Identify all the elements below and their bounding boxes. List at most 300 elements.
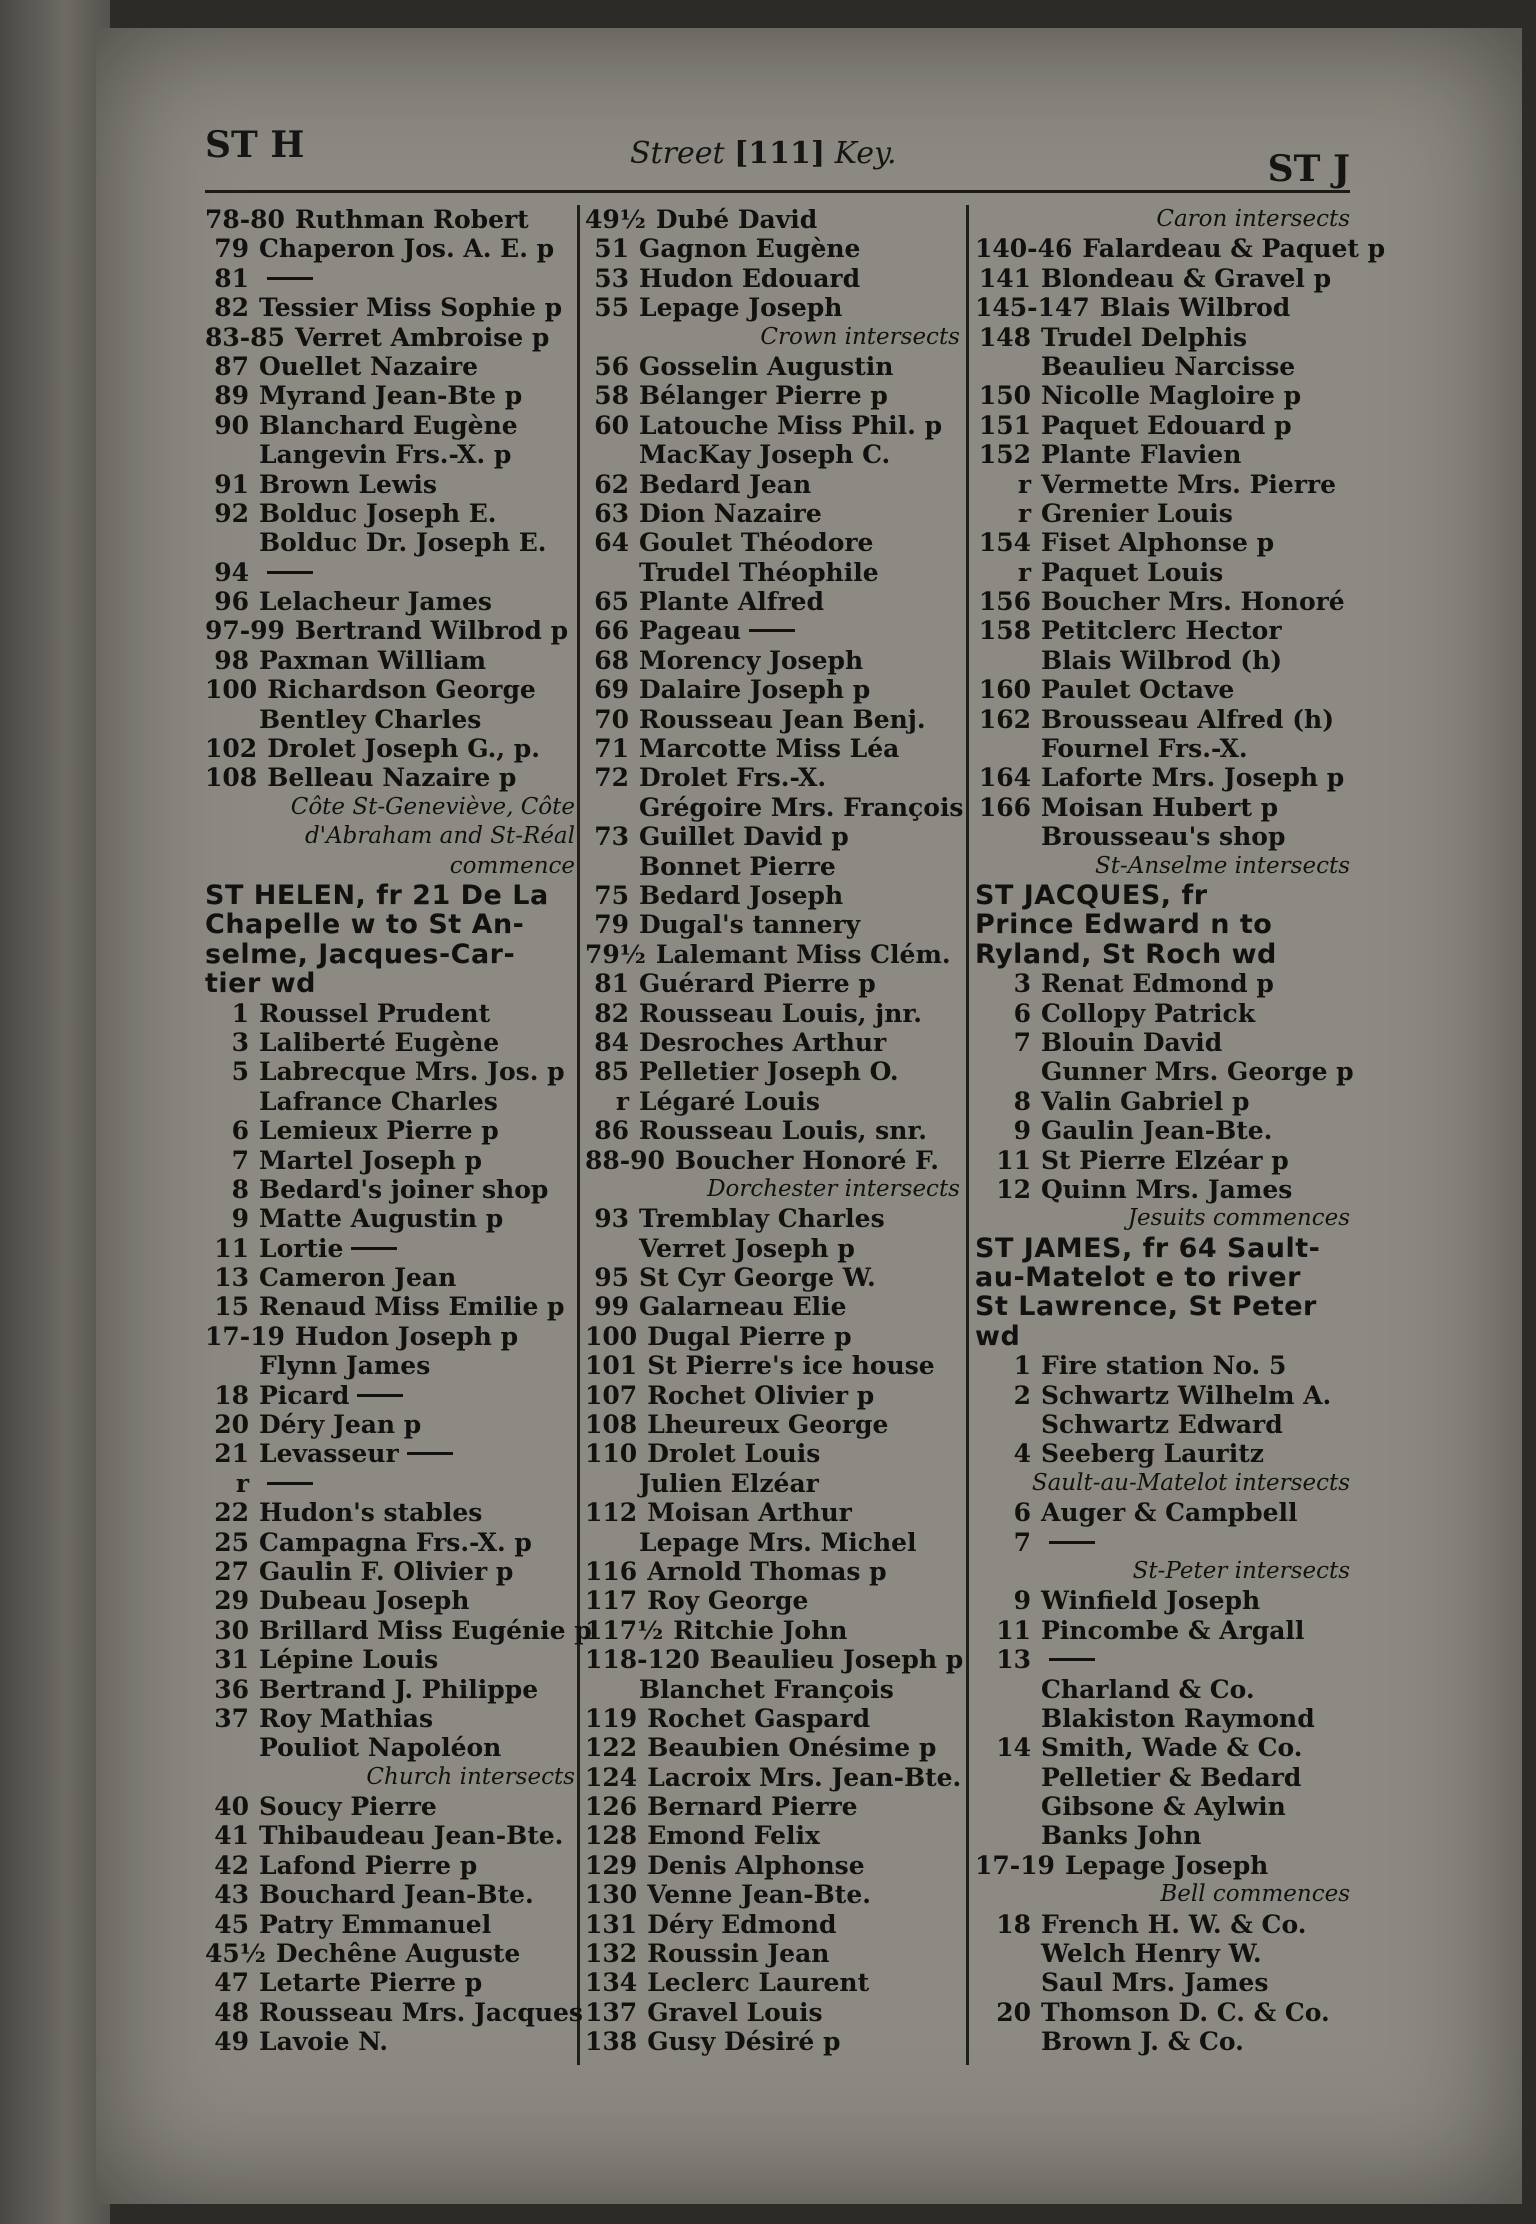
resident-name: Bélanger Pierre p [639,381,888,411]
house-number: 100 [205,675,258,705]
directory-entry [205,1880,575,1909]
resident-name: Bolduc Dr. Joseph E. [259,528,547,558]
resident-name: Richardson George [267,675,536,705]
house-number: 12 [996,1174,1031,1204]
resident-name: Blanchard Eugène [259,410,518,440]
resident-name: Grégoire Mrs. François [639,792,964,822]
resident-name: Moisan Arthur [647,1498,852,1528]
resident-name: Belleau Nazaire p [267,763,517,793]
directory-entry [975,352,1350,381]
house-number: 95 [594,1263,629,1293]
directory-entry [975,1586,1350,1615]
directory-entry [205,1997,583,2027]
directory-entry [585,1939,960,1968]
resident-name: Verret Ambroise p [294,322,550,352]
header-center-post: Key. [825,136,897,171]
directory-entry [975,646,1350,675]
house-number: 166 [978,792,1031,822]
street-heading [975,881,1350,910]
directory-entry [205,1939,575,1968]
vacant-dash [267,277,313,280]
house-number: 154 [978,528,1031,558]
resident-name: Morency Joseph [639,645,864,675]
house-number: 131 [585,1909,638,1939]
resident-name: Gaulin Jean-Bte. [1041,1116,1273,1146]
header-left: ST H [205,124,305,166]
house-number: r [1017,498,1031,528]
directory-entry [585,1851,960,1880]
intersection-note [585,1175,960,1204]
house-number: 7 [231,1145,249,1175]
directory-entry [975,1821,1350,1850]
directory-entry [205,1792,575,1821]
intersection-note [205,793,575,822]
directory-entry [975,1351,1350,1380]
house-number: 79½ [585,939,646,969]
resident-name: Blouin David [1041,1027,1223,1057]
street-text: au-Matelot e to river [975,1262,1301,1294]
resident-name: Letarte Pierre p [259,1968,483,1998]
house-number: 102 [205,734,258,764]
note-text: Bell commences [1160,1881,1350,1908]
resident-name: Leclerc Laurent [647,1968,870,1998]
resident-name: Dubé David [655,205,818,234]
resident-name: Lepage Joseph [1064,1850,1269,1880]
directory-entry [205,999,575,1028]
resident-name: Trudel Théophile [639,557,879,587]
resident-name: Dugal's tannery [639,910,861,940]
house-number: r [615,1086,629,1116]
directory-entry [975,999,1350,1028]
house-number: 110 [585,1439,638,1469]
house-number: 9 [231,1204,249,1234]
directory-entry [585,440,960,469]
house-number: 36 [214,1674,249,1704]
resident-name: Renaud Miss Emilie p [259,1292,565,1322]
directory-entry [205,1439,575,1468]
directory-entry [205,1204,575,1233]
resident-name: Lacroix Mrs. Jean-Bte. [647,1762,962,1792]
house-number: 92 [214,498,249,528]
resident-name: Venne Jean-Bte. [647,1880,871,1910]
house-number: 132 [585,1939,638,1969]
house-number: 112 [585,1498,638,1528]
directory-entry [585,1968,960,1997]
directory-entry [585,1057,960,1086]
resident-name: Laliberté Eugène [259,1027,500,1057]
resident-name: Brown Lewis [259,469,437,499]
directory-entry [205,1821,575,1850]
directory-entry [585,1322,960,1351]
resident-name: Tremblay Charles [639,1204,885,1234]
directory-entry [975,616,1350,645]
house-number: 20 [214,1410,249,1440]
resident-name: Levasseur [259,1439,399,1469]
directory-entry [205,558,575,587]
house-number: 22 [214,1498,249,1528]
house-number: 14 [996,1733,1031,1763]
resident-name: Brousseau Alfred (h) [1041,704,1335,734]
directory-entry [205,1645,575,1674]
directory-entry [975,705,1350,734]
resident-name: Gagnon Eugène [639,234,861,264]
resident-name: Nicolle Magloire p [1041,381,1302,411]
directory-entry [975,440,1350,469]
house-number: r [1017,469,1031,499]
directory-entry [975,1968,1350,1997]
intersection-note [975,1204,1350,1233]
resident-name: Légaré Louis [639,1086,820,1116]
directory-entry [585,1439,960,1468]
directory-entry [585,1234,960,1263]
house-number: 11 [214,1233,249,1263]
resident-name: Bonnet Pierre [639,851,836,881]
house-number: 94 [214,557,249,587]
directory-entry [585,352,960,381]
directory-entry [585,234,960,263]
resident-name: Boucher Mrs. Honoré [1041,587,1345,617]
directory-entry [205,1704,575,1733]
directory-entry [585,1792,960,1821]
street-text: ST HELEN, fr 21 De La [205,879,549,911]
street-text: ST JACQUES, fr [975,879,1208,911]
resident-name: MacKay Joseph C. [639,440,891,470]
resident-name: Paxman William [259,645,487,675]
directory-entry [975,1439,1350,1468]
street-heading [205,910,575,939]
intersection-note [205,822,575,851]
directory-entry [975,1763,1350,1792]
directory-entry [585,910,960,939]
resident-name: Bernard Pierre [647,1792,858,1822]
directory-entry [585,1498,960,1527]
note-text: Crown intersects [760,323,960,350]
resident-name: Brousseau's shop [1041,822,1286,852]
directory-entry [205,1146,575,1175]
page-header [205,120,1350,193]
resident-name: Hudon Joseph p [294,1321,519,1351]
resident-name: Gibsone & Aylwin [1041,1792,1286,1822]
resident-name: Drolet Frs.-X. [639,763,827,793]
house-number: 101 [585,1351,638,1381]
house-number: 72 [594,763,629,793]
house-number: 83-85 [205,322,285,352]
directory-entry [205,616,575,645]
house-number: 1 [1013,1351,1031,1381]
directory-entry [585,1263,960,1292]
directory-entry [975,1381,1350,1410]
resident-name: Bouchard Jean-Bte. [259,1880,534,1910]
directory-entry [205,1028,575,1057]
directory-entry [975,1028,1350,1057]
resident-name: Bedard Joseph [639,880,844,910]
resident-name: Blais Wilbrod (h) [1041,645,1283,675]
house-number: 20 [996,1997,1031,2027]
resident-name: Brillard Miss Eugénie p [259,1615,592,1645]
resident-name: Paquet Edouard p [1041,410,1292,440]
house-number: 1 [231,998,249,1028]
resident-name: Rousseau Mrs. Jacques [259,1997,583,2027]
street-text: wd [975,1320,1021,1352]
house-number: 164 [978,763,1031,793]
directory-entry [205,1615,592,1645]
house-number: 138 [585,2027,638,2057]
directory-entry [205,1910,575,1939]
resident-name: Ritchie John [673,1615,848,1645]
resident-name: Petitclerc Hector [1041,616,1282,646]
directory-entry [205,264,575,293]
directory-entry [585,1087,960,1116]
house-number: 116 [585,1556,638,1586]
directory-entry [975,587,1350,616]
house-number: 152 [978,440,1031,470]
directory-entry [975,1939,1350,1968]
resident-name: Fire station No. 5 [1041,1351,1287,1381]
directory-entry [205,1087,575,1116]
resident-name: Denis Alphonse [647,1850,865,1880]
resident-name: Drolet Joseph G., p. [267,734,540,764]
resident-name: Lavoie N. [259,2027,389,2057]
intersection-note [205,1763,575,1792]
directory-entry [205,352,575,381]
note-text: St-Anselme intersects [1094,852,1350,879]
resident-name: Laforte Mrs. Joseph p [1041,763,1345,793]
house-number: 49 [214,2027,249,2057]
intersection-note [975,1469,1350,1498]
street-heading [205,881,575,910]
street-text: tier wd [205,968,316,1000]
directory-entry [975,1733,1350,1762]
house-number: 6 [231,1116,249,1146]
directory-entry [205,470,575,499]
directory-entry [585,1704,960,1733]
house-number: 71 [594,734,629,764]
resident-name: Valin Gabriel p [1041,1086,1250,1116]
vacant-dash [749,629,795,632]
directory-entry [205,1175,575,1204]
column-3 [975,205,1386,2075]
resident-name: Brown J. & Co. [1041,2027,1244,2057]
house-number: 130 [585,1880,638,1910]
resident-name: Roussel Prudent [259,998,491,1028]
directory-entry [975,1175,1350,1204]
street-text: Ryland, St Roch wd [975,938,1277,970]
house-number: 11 [996,1615,1031,1645]
directory-entry [205,587,575,616]
house-number: 13 [214,1263,249,1293]
resident-name: Falardeau & Paquet p [1082,234,1386,264]
resident-name: Martel Joseph p [259,1145,483,1175]
resident-name: Tessier Miss Sophie p [259,293,563,323]
resident-name: Renat Edmond p [1041,969,1274,999]
resident-name: Lemieux Pierre p [259,1116,499,1146]
directory-entry [585,205,960,234]
resident-name: Marcotte Miss Léa [639,734,900,764]
resident-name: Welch Henry W. [1041,1939,1262,1969]
resident-name: Bedard's joiner shop [259,1174,549,1204]
house-number: 79 [214,234,249,264]
house-number: 158 [978,616,1031,646]
directory-entry [205,763,575,792]
directory-entry [975,234,1386,264]
resident-name: Gravel Louis [647,1997,823,2027]
house-number: 4 [1013,1439,1031,1469]
directory-entry [585,763,960,792]
resident-name: Quinn Mrs. James [1041,1174,1293,1204]
resident-name: Lheureux George [647,1410,889,1440]
directory-entry [205,411,575,440]
directory-entry [585,1469,960,1498]
directory-entry [585,1733,960,1762]
house-number: 47 [214,1968,249,1998]
resident-name: Auger & Campbell [1041,1498,1298,1528]
house-number: 107 [585,1380,638,1410]
directory-entry [585,999,960,1028]
resident-name: Guérard Pierre p [639,969,876,999]
house-number: 70 [594,704,629,734]
house-number: 108 [205,763,258,793]
directory-entry [585,1645,964,1675]
street-heading [975,1292,1350,1321]
directory-entry [205,1410,575,1439]
column-rule [966,205,969,2065]
directory-entry [205,1469,575,1498]
note-text: Côte St-Geneviève, Côte [290,793,575,820]
street-heading [975,1263,1350,1292]
resident-name: Pouliot Napoléon [259,1733,502,1763]
resident-name: Gusy Désiré p [647,2027,841,2057]
resident-name: Schwartz Wilhelm A. [1041,1380,1332,1410]
directory-entry [205,234,575,263]
resident-name: Flynn James [259,1351,431,1381]
resident-name: Arnold Thomas p [647,1556,887,1586]
house-number: 37 [214,1703,249,1733]
header-right: ST J [1267,148,1350,190]
resident-name: Paulet Octave [1041,675,1235,705]
directory-entry [205,1528,575,1557]
directory-entry [975,969,1350,998]
directory-entry [205,1116,575,1145]
house-number: 6 [1013,1498,1031,1528]
house-number: 65 [594,587,629,617]
directory-entry [975,1998,1350,2027]
street-text: Chapelle w to St An- [205,909,525,941]
directory-entry [975,2027,1350,2056]
resident-name: Drolet Louis [647,1439,821,1469]
resident-name: Plante Flavien [1041,440,1242,470]
note-text: commence [449,852,575,879]
vacant-dash [407,1452,453,1455]
page-number: [111] [734,136,826,171]
directory-entry [585,528,960,557]
directory-entry [975,411,1350,440]
house-number: 90 [214,410,249,440]
house-number: 118-120 [585,1645,700,1675]
house-number: 21 [214,1439,249,1469]
resident-name: Moisan Hubert p [1041,792,1279,822]
directory-entry [205,1351,575,1380]
resident-name: Beaubien Onésime p [647,1733,937,1763]
house-number: 75 [594,880,629,910]
intersection-note [975,852,1350,881]
resident-name: Ruthman Robert [294,205,529,234]
house-number: 126 [585,1792,638,1822]
directory-entry [205,1851,575,1880]
street-heading [205,940,575,969]
directory-entry [975,1410,1350,1439]
directory-entry [975,1087,1350,1116]
resident-name: Labrecque Mrs. Jos. p [259,1057,565,1087]
resident-name: French H. W. & Co. [1041,1909,1307,1939]
house-number: 68 [594,645,629,675]
house-number: 29 [214,1586,249,1616]
house-number: 3 [231,1027,249,1057]
note-text: Jesuits commences [1127,1205,1350,1232]
resident-name: Dion Nazaire [639,498,822,528]
resident-name: Campagna Frs.-X. p [259,1527,532,1557]
directory-entry [205,1263,575,1292]
house-number: 98 [214,645,249,675]
house-number: 45½ [205,1939,266,1969]
directory-entry [975,499,1350,528]
house-number: 41 [214,1821,249,1851]
house-number: 42 [214,1850,249,1880]
directory-entry [205,705,575,734]
directory-entry [585,852,960,881]
directory-entry [975,1910,1350,1939]
directory-entry [205,675,575,704]
house-number: 140-46 [975,234,1073,264]
directory-entry [975,1116,1350,1145]
header-center-pre: Street [630,136,735,171]
house-number: 81 [594,969,629,999]
note-text: Dorchester intersects [707,1175,960,1202]
house-number: 91 [214,469,249,499]
resident-name: Bedard Jean [639,469,812,499]
resident-name: Lepage Mrs. Michel [639,1527,917,1557]
house-number: 18 [214,1380,249,1410]
house-number: 69 [594,675,629,705]
house-number: 134 [585,1968,638,1998]
directory-entry [585,705,960,734]
resident-name: Smith, Wade & Co. [1041,1733,1303,1763]
resident-name: Emond Felix [647,1821,820,1851]
resident-name: Chaperon Jos. A. E. p [259,234,555,264]
directory-entry [975,734,1350,763]
directory-entry [585,969,960,998]
directory-entry [975,822,1350,851]
house-number: 151 [978,410,1031,440]
vacant-dash [1049,1541,1095,1544]
directory-entry [585,1204,960,1233]
column-2 [585,205,964,2075]
note-text: Sault-au-Matelot intersects [1031,1469,1350,1496]
column-rule [577,205,580,2065]
resident-name: Lortie [259,1233,344,1263]
street-text: ST JAMES, fr 64 Sault- [975,1232,1321,1264]
directory-entry [585,881,960,910]
directory-entry [585,616,960,645]
house-number: 129 [585,1850,638,1880]
resident-name: Boucher Honoré F. [674,1145,939,1175]
house-number: 7 [1013,1027,1031,1057]
resident-name: Charland & Co. [1041,1674,1255,1704]
resident-name: Lalemant Miss Clém. [655,939,951,969]
directory-entry [205,2027,575,2056]
resident-name: Patry Emmanuel [259,1909,492,1939]
directory-entry [585,411,960,440]
vacant-dash [351,1247,397,1250]
